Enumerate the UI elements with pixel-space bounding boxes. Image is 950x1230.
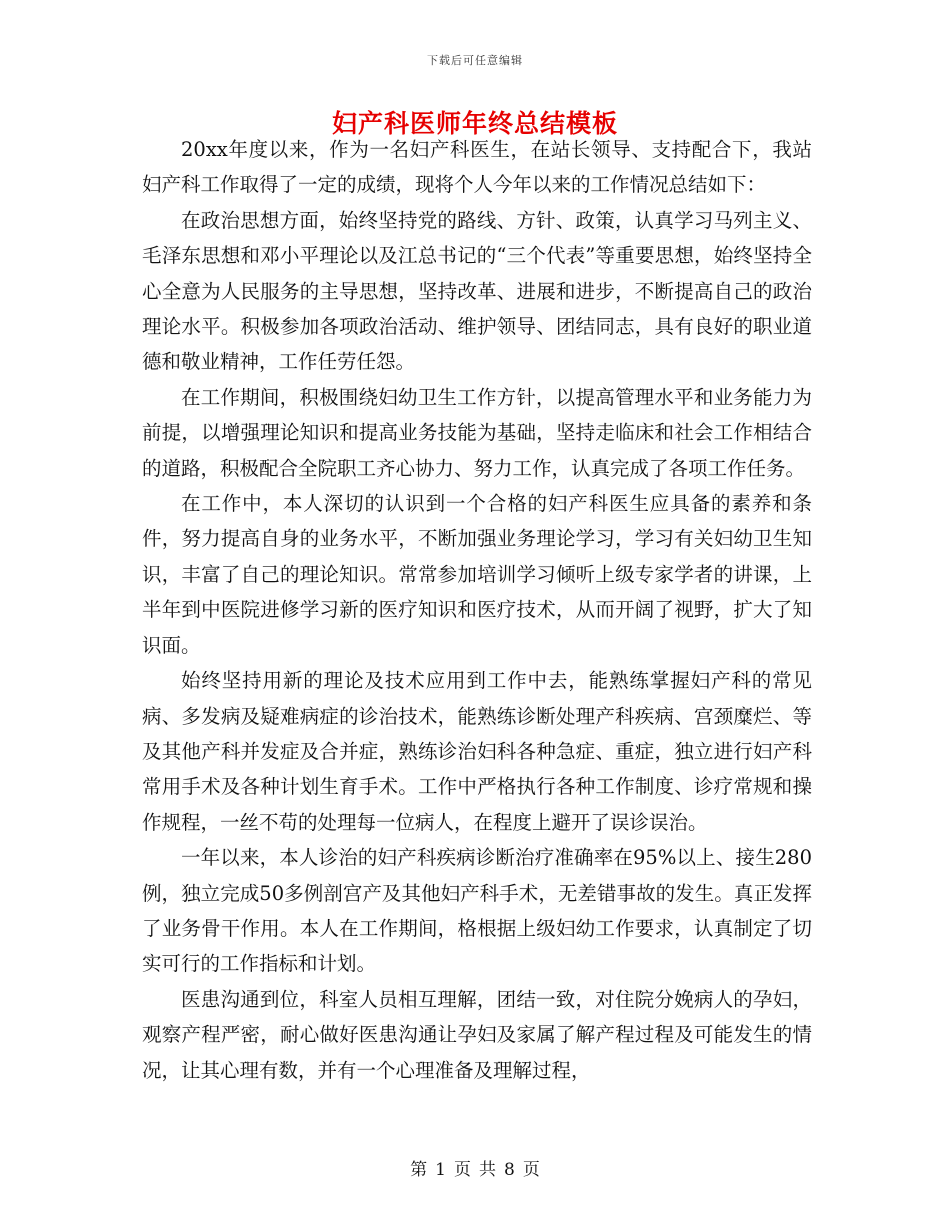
paragraph-work-period: 在工作期间，积极围绕妇幼卫生工作方针，以提高管理水平和业务能力为前提，以增强理论知识和提高业务技能为基础，坚持走临床和社会工作相结合的道路，积极配合全院职工齐心协力、努力工作，认真完成了各项工作任务。 xyxy=(142,385,812,480)
document-title: 妇产科医师年终总结模板 xyxy=(331,109,618,138)
footer-total-label: 共 xyxy=(479,1160,496,1180)
paragraph-statistics: 一年以来，本人诊治的妇产科疾病诊断治疗准确率在95%以上、接生280例，独立完成50多例剖宫产及其他妇产科手术，无差错事故的发生。真正发挥了业务骨干作用。本人在工作期间，格根据上级妇幼工作要求，认真制定了切实可行的工作指标和计划。 xyxy=(142,846,812,976)
paragraph-skills: 始终坚持用新的理论及技术应用到工作中去，能熟练掌握妇产科的常见病、多发病及疑难病症的诊治技术，能熟练诊断处理产科疾病、宫颈糜烂、等及其他产科并发症及合并症，熟练诊治妇科各种急症、重症，独立进行妇产科常用手术及各种计划生育手术。工作中严格执行各种工作制度、诊疗常规和操作规程，一丝不苟的处理每一位病人，在程度上避开了误诊误治。 xyxy=(142,669,812,834)
paragraph-intro: 20xx年度以来，作为一名妇产科医生，在站长领导、支持配合下，我站妇产科工作取得了一定的成绩，现将个人今年以来的工作情况总结如下： xyxy=(142,138,812,197)
footer-total-pages: 8 xyxy=(504,1160,515,1180)
footer-suffix: 页 xyxy=(522,1160,540,1180)
page-footer xyxy=(0,1155,950,1180)
paragraph-political: 在政治思想方面，始终坚持党的路线、方针、政策，认真学习马列主义、毛泽东思想和邓小平理论以及江总书记的“三个代表”等重要思想，始终坚持全心全意为人民服务的主导思想，坚持改革、进展和进步，不断提高自己的政治理论水平。积极参加各项政治活动、维护领导、团结同志，具有良好的职业道德和敬业精神，工作任劳任怨。 xyxy=(142,208,812,374)
footer-page-number: 1 xyxy=(435,1160,446,1180)
paragraph-communication: 医患沟通到位，科室人员相互理解，团结一致，对住院分娩病人的孕妇，观察产程严密，耐心做好医患沟通让孕妇及家属了解产程过程及可能发生的情况，让其心理有数，并有一个心理准备及理解过程， xyxy=(142,987,812,1082)
footer-page-label: 页 xyxy=(454,1160,471,1180)
document-body xyxy=(142,132,812,1088)
paragraph-learning: 在工作中，本人深切的认识到一个合格的妇产科医生应具备的素养和条件，努力提高自身的业务水平，不断加强业务理论学习，学习有关妇幼卫生知识，丰富了自己的理论知识。常常参加培训学习倾听上级专家学者的讲课，上半年到中医院进修学习新的医疗知识和医疗技术，从而开阔了视野，扩大了知识面。 xyxy=(142,492,812,657)
footer-prefix: 第 xyxy=(410,1160,428,1180)
header-note: 下载后可任意编辑 xyxy=(427,54,523,67)
